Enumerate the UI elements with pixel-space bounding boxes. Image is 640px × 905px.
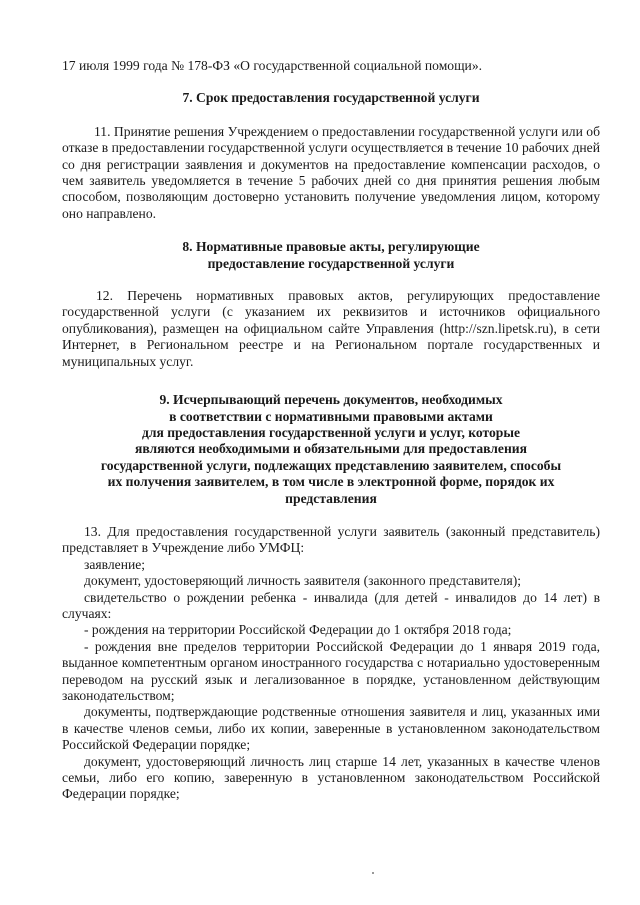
intro-line: 17 июля 1999 года № 178-ФЗ «О государственной социальной помощи». [62,58,483,73]
section-9-heading-line: представления [285,490,377,506]
list-item: документы, подтверждающие родственные отношения заявителя и лиц, указанных ими в качестве членов семьи, либо их копии, заверенные в установленном законодательством Российской Федерации порядке; [62,704,600,753]
list-item: - рождения вне пределов территории Российской Федерации до 1 января 2019 года, выданное компетентным органом иностранного государства с нотариально удостоверенным переводом на русский язык и легализованное в порядке, установленном действующим законодательством; [62,638,600,703]
list-item: свидетельство о рождении ребенка - инвалида (для детей - инвалидов до 14 лет) в случаях: [62,589,600,621]
paragraph-13: 13. Для предоставления государственной услуги заявитель (законный представитель) представляет в Учреждение либо УМФЦ: [62,523,600,556]
section-9-heading-line: их получения заявителем, в том числе в электронной форме, порядок их [107,474,555,490]
paragraph-12: 12. Перечень нормативных правовых актов, регулирующих предоставление государственной услуги (с указанием их реквизитов и источников официального опубликования), размещен на официальном сайте Управления (http://szn.lipetsk.ru), в сети Интернет, в Региональном реестре и на Региональном портале государственных и муниципальных услуг. [62,288,600,369]
section-8-heading [62,239,600,272]
paragraph-11: 11. Принятие решения Учреждением о предоставлении государственной услуги или об отказе в предоставлении государственной услуги осуществляется в течение 10 рабочих дней со дня регистрации заявления и документов на предоставление компенсации расходов, о чем заявитель уведомляется в течение 5 рабочих дней со дня принятия решения любым способом, позволяющим достоверно установить получение уведомления лицом, которому оно направлено. [62,123,600,221]
list-item: документ, удостоверяющий личность лиц старше 14 лет, указанных в качестве членов семьи, либо его копию, заверенную в установленном законодательством Российской Федерации порядке; [62,753,600,802]
list-item: заявление; [84,556,146,572]
section-9-heading-line: являются необходимыми и обязательными для предоставления [135,441,527,457]
section-7-heading: 7. Срок предоставления государственной услуги [182,90,480,106]
section-8-heading-line-1: 8. Нормативные правовые акты, регулирующие [182,239,480,255]
section-9-heading-line: 9. Исчерпывающий перечень документов, необходимых [159,392,503,408]
list-item: документ, удостоверяющий личность заявителя (законного представителя); [84,573,522,589]
scan-artifact [372,872,374,874]
section-8-heading-line-2: предоставление государственной услуги [207,255,455,271]
section-9-heading-line: в соответствии с нормативными правовыми актами [169,408,493,424]
section-9-heading-line: для предоставления государственной услуги и услуг, которые [141,424,521,440]
list-item: - рождения на территории Российской Федерации до 1 октября 2018 года; [84,622,512,638]
section-9-heading [62,392,600,507]
section-9-heading-line: государственной услуги, подлежащих представлению заявителем, способы [100,457,562,473]
